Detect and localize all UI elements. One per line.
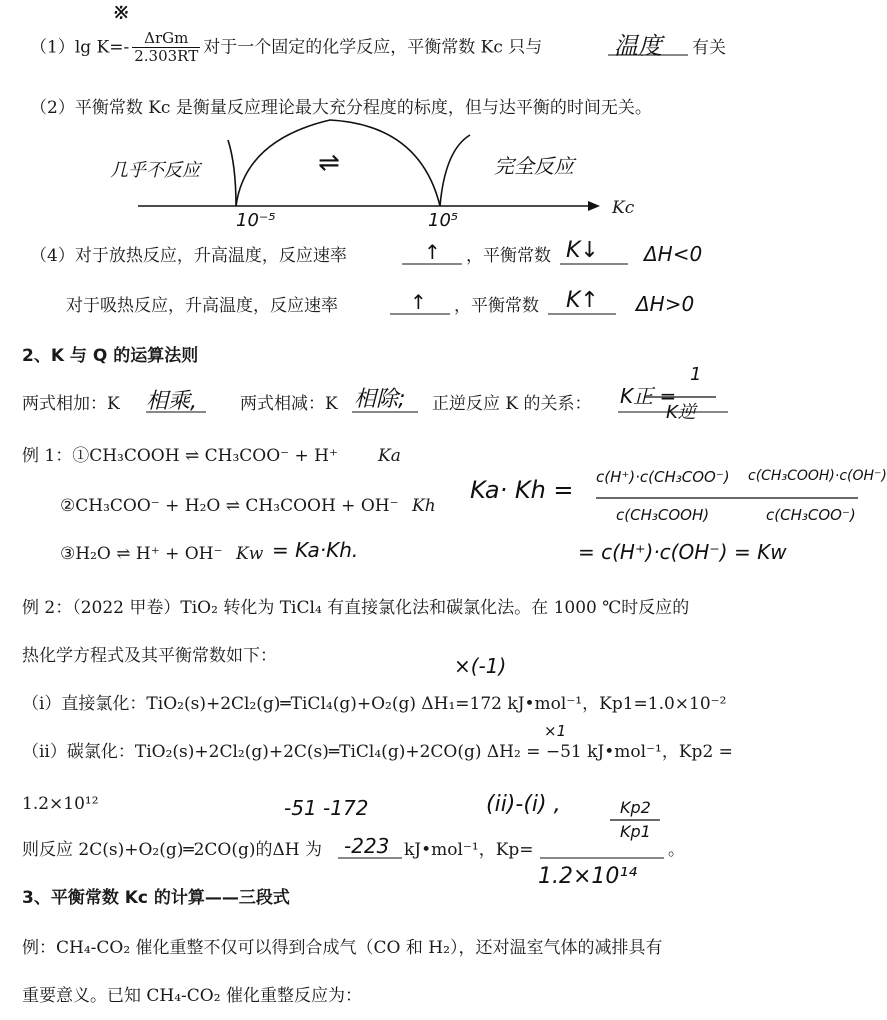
hw-k-reverse: K逆 — [666, 402, 696, 423]
section-3-heading: 3、平衡常数 Kc 的计算——三段式 — [22, 888, 290, 908]
hw-frac1-num: c(H⁺)·c(CH₃COO⁻) — [596, 468, 730, 486]
ex2-question-text1: 则反应 2C(s)+O₂(g)═2CO(g)的ΔH 为 — [22, 840, 323, 860]
line-4b-text1: 对于吸热反应，升高温度，反应速率 — [66, 296, 338, 316]
ex1-eq2: ②CH₃COO⁻ + H₂O ⇌ CH₃COOH + OH⁻ — [60, 496, 399, 516]
hw-ka-kh-left: Ka· Kh = — [470, 476, 574, 504]
rules-text1: 两式相加：K — [22, 394, 120, 414]
hw-rate-up-1: ↑ — [424, 240, 441, 264]
diagram-right-label: 完全反应 — [494, 154, 574, 178]
right-curve — [440, 135, 470, 206]
hw-kp2: Kp2 — [620, 798, 651, 817]
kc-axis-label: Kc — [612, 198, 635, 218]
ex1-kh: Kh — [412, 496, 436, 516]
ex2-eq-i: （i）直接氯化：TiO₂(s)+2Cl₂(g)═TiCl₄(g)+O₂(g) ΔH₁=172 kJ•mol⁻¹，Kp1=1.0×10⁻² — [22, 694, 727, 714]
ex2-eq-ii-cont: 1.2×10¹² — [22, 794, 99, 814]
ex1-eq1: 例 1：①CH₃COOH ⇌ CH₃COO⁻ + H⁺ — [22, 446, 338, 466]
line-1 — [30, 30, 542, 66]
ex1-eq3: ③H₂O ⇌ H⁺ + OH⁻ — [60, 544, 223, 564]
line-4a-text2: ，平衡常数 — [466, 246, 551, 266]
tick-left-label: 10⁻⁵ — [236, 210, 276, 231]
hw-frac2-num: c(CH₃COOH)·c(OH⁻) — [748, 468, 887, 484]
ex3-line2: 重要意义。已知 CH₄-CO₂ 催化重整反应为： — [22, 986, 362, 1006]
hw-calc-dh: -51 -172 — [284, 796, 369, 820]
hw-one: 1 — [690, 364, 702, 385]
ex2-question-text2: kJ•mol⁻¹，Kp= — [404, 840, 534, 860]
tick-right-label: 10⁵ — [428, 210, 459, 231]
hw-multiply: 相乘, — [146, 389, 197, 414]
ex2-line2: 热化学方程式及其平衡常数如下： — [22, 646, 277, 666]
fraction-numerator: ΔrGm — [132, 30, 200, 48]
ex1-ka: Ka — [378, 446, 401, 466]
ex2-eq-ii: （ii）碳氯化：TiO₂(s)+2Cl₂(g)+2C(s)═TiCl₄(g)+2CO(g) ΔH₂ = −51 kJ•mol⁻¹，Kp2 = — [22, 742, 733, 762]
hw-frac1-den: c(CH₃COOH) — [616, 506, 710, 524]
hw-kp1: Kp1 — [620, 822, 651, 841]
hw-rate-up-2: ↑ — [410, 290, 427, 314]
left-curve — [228, 140, 236, 206]
line1-suffix: 对于一个固定的化学反应，平衡常数 Kc 只与 — [203, 37, 543, 58]
rules-text2: 两式相减：K — [240, 394, 338, 414]
line1-end: 有关 — [692, 38, 726, 58]
hw-k-up: K↑ — [566, 288, 599, 313]
rules-text3: 正逆反应 K 的关系： — [432, 394, 592, 414]
hw-temperature: 温度 — [614, 32, 662, 60]
ex3-line1: 例：CH₄-CO₂ 催化重整不仅可以得到合成气（CO 和 H₂），还对温室气体的减排具有 — [22, 938, 663, 958]
hw-times-1: ×1 — [544, 722, 567, 740]
delta-g-fraction — [132, 30, 200, 66]
asterisk-mark: ※ — [112, 0, 131, 25]
hw-dh-answer: -223 — [344, 834, 390, 858]
hw-divide: 相除; — [354, 387, 406, 412]
hw-combination: (ii)-(i) , — [486, 792, 561, 817]
hw-times-neg1: ×(-1) — [454, 654, 507, 678]
line-4a-text1: （4）对于放热反应，升高温度，反应速率 — [30, 246, 347, 266]
hw-dh-positive: ΔH>0 — [636, 292, 695, 316]
hw-k-down: K↓ — [566, 238, 599, 263]
section-2-heading: 2、K 与 Q 的运算法则 — [22, 346, 199, 366]
kc-axis-arrowhead — [588, 201, 600, 211]
line1-prefix: （1）lg K=- — [30, 37, 130, 58]
hw-kw-equals: = Ka·Kh. — [272, 538, 359, 562]
line-4b-text2: ，平衡常数 — [454, 296, 539, 316]
hw-kp-answer: 1.2×10¹⁴ — [538, 864, 638, 889]
hw-frac2-den: c(CH₃COO⁻) — [766, 506, 856, 524]
diagram-left-label: 几乎不反应 — [110, 160, 200, 181]
ex1-kw: Kw — [236, 544, 264, 564]
equilibrium-arrow-icon: ⇌ — [318, 148, 340, 178]
ex2-question-end: 。 — [668, 840, 685, 860]
hw-kw-result: = c(H⁺)·c(OH⁻) = Kw — [578, 540, 787, 564]
hw-dh-negative: ΔH<0 — [644, 242, 703, 266]
line-2: （2）平衡常数 Kc 是衡量反应理论最大充分程度的标度，但与达平衡的时间无关。 — [30, 98, 652, 118]
hw-k-forward: K正 = — [620, 384, 677, 408]
fraction-denominator: 2.303RT — [134, 47, 199, 66]
ex2-line1: 例 2：（2022 甲卷）TiO₂ 转化为 TiCl₄ 有直接氯化法和碳氯化法。在 1000 ℃时反应的 — [22, 598, 690, 618]
